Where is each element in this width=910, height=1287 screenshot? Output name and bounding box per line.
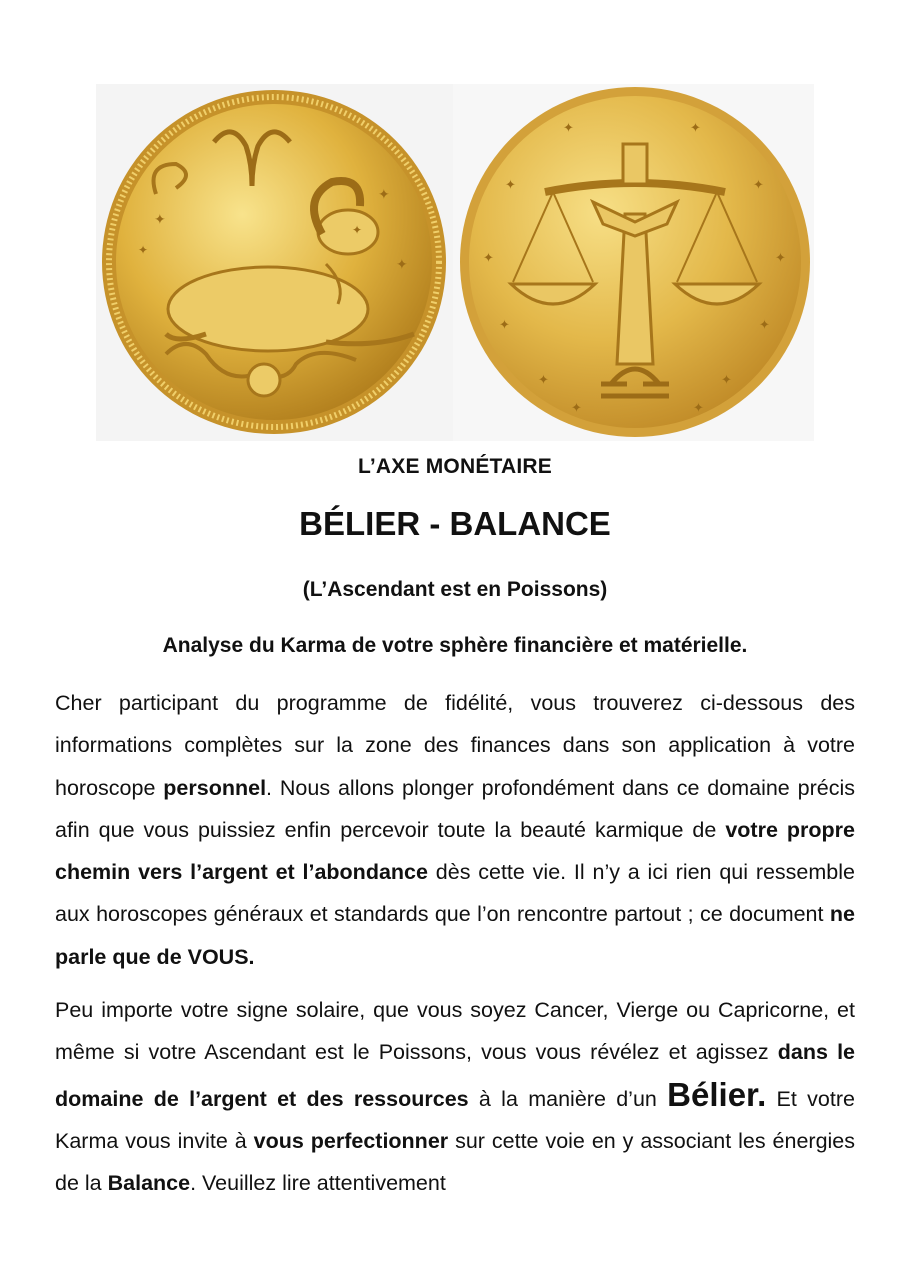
svg-text:✦: ✦ — [538, 373, 549, 388]
analysis-heading: Analyse du Karma de votre sphère financière et matérielle. — [162, 634, 748, 657]
svg-text:✦: ✦ — [499, 318, 510, 333]
p2-text-1: Peu importe votre signe solaire, que vous soyez Cancer, Vierge ou Capricorne, et même si votre Ascendant est le Poissons, vous vous révélez et agissez — [55, 998, 855, 1065]
svg-text:✦: ✦ — [693, 401, 704, 416]
page-title: BÉLIER - BALANCE — [299, 505, 611, 542]
aries-coin — [96, 84, 453, 441]
p1-text-1: Cher participant du programme de fidélité, vous trouverez ci-dessous des informations complètes sur la zone des finances dans son application à votre horoscope — [55, 691, 855, 800]
svg-text:✦: ✦ — [154, 212, 166, 228]
second-paragraph — [55, 989, 855, 1204]
libra-scales-coin-icon — [453, 84, 814, 441]
svg-text:✦: ✦ — [352, 223, 363, 237]
svg-text:✦: ✦ — [690, 121, 701, 136]
svg-text:✦: ✦ — [138, 243, 149, 257]
svg-text:✦: ✦ — [775, 251, 786, 266]
p2-text-5: . Veuillez lire attentivement — [190, 1171, 446, 1196]
svg-text:✦: ✦ — [759, 318, 770, 333]
svg-text:✦: ✦ — [721, 373, 732, 388]
p2-big-belier: Bélier. — [667, 1075, 767, 1113]
aries-ram-coin-icon — [96, 84, 453, 441]
svg-text:✦: ✦ — [378, 187, 390, 203]
svg-text:✦: ✦ — [396, 257, 408, 273]
svg-text:✦: ✦ — [483, 251, 494, 266]
svg-text:✦: ✦ — [571, 401, 582, 416]
section-subtitle: L’AXE MONÉTAIRE — [358, 455, 552, 478]
p2-bold-1: dans le domaine de l’argent et des ressources — [55, 1040, 856, 1111]
p1-text-2: . Nous allons plonger profondément dans ce domaine précis afin que vous puissiez enfin percevoir toute la beauté karmique de — [55, 775, 855, 842]
svg-text:✦: ✦ — [563, 121, 574, 136]
p2-text-4: sur cette voie en y associant les énergies de la — [55, 1128, 856, 1196]
p1-bold-3: ne parle que de VOUS. — [55, 902, 855, 969]
p2-bold-3: Balance — [107, 1171, 191, 1196]
svg-text:✦: ✦ — [505, 178, 516, 193]
p1-bold-2: votre propre chemin vers l’argent et l’abondance — [55, 817, 855, 885]
p1-bold-1: personnel — [163, 775, 267, 800]
intro-paragraph — [55, 682, 855, 978]
p2-text-3: Et votre Karma vous invite à — [55, 1086, 855, 1153]
p2-bold-2: vous perfectionner — [253, 1128, 449, 1153]
svg-text:✦: ✦ — [753, 178, 764, 193]
p1-text-3: dès cette vie. Il n’y a ici rien qui ressemble aux horoscopes généraux et standards que l’on rencontre partout ; ce document — [55, 860, 855, 927]
p2-text-2: à la manière d’un — [468, 1086, 668, 1111]
libra-coin — [453, 84, 814, 441]
ascendant-line: (L’Ascendant est en Poissons) — [302, 578, 608, 601]
coins-image — [96, 84, 814, 441]
